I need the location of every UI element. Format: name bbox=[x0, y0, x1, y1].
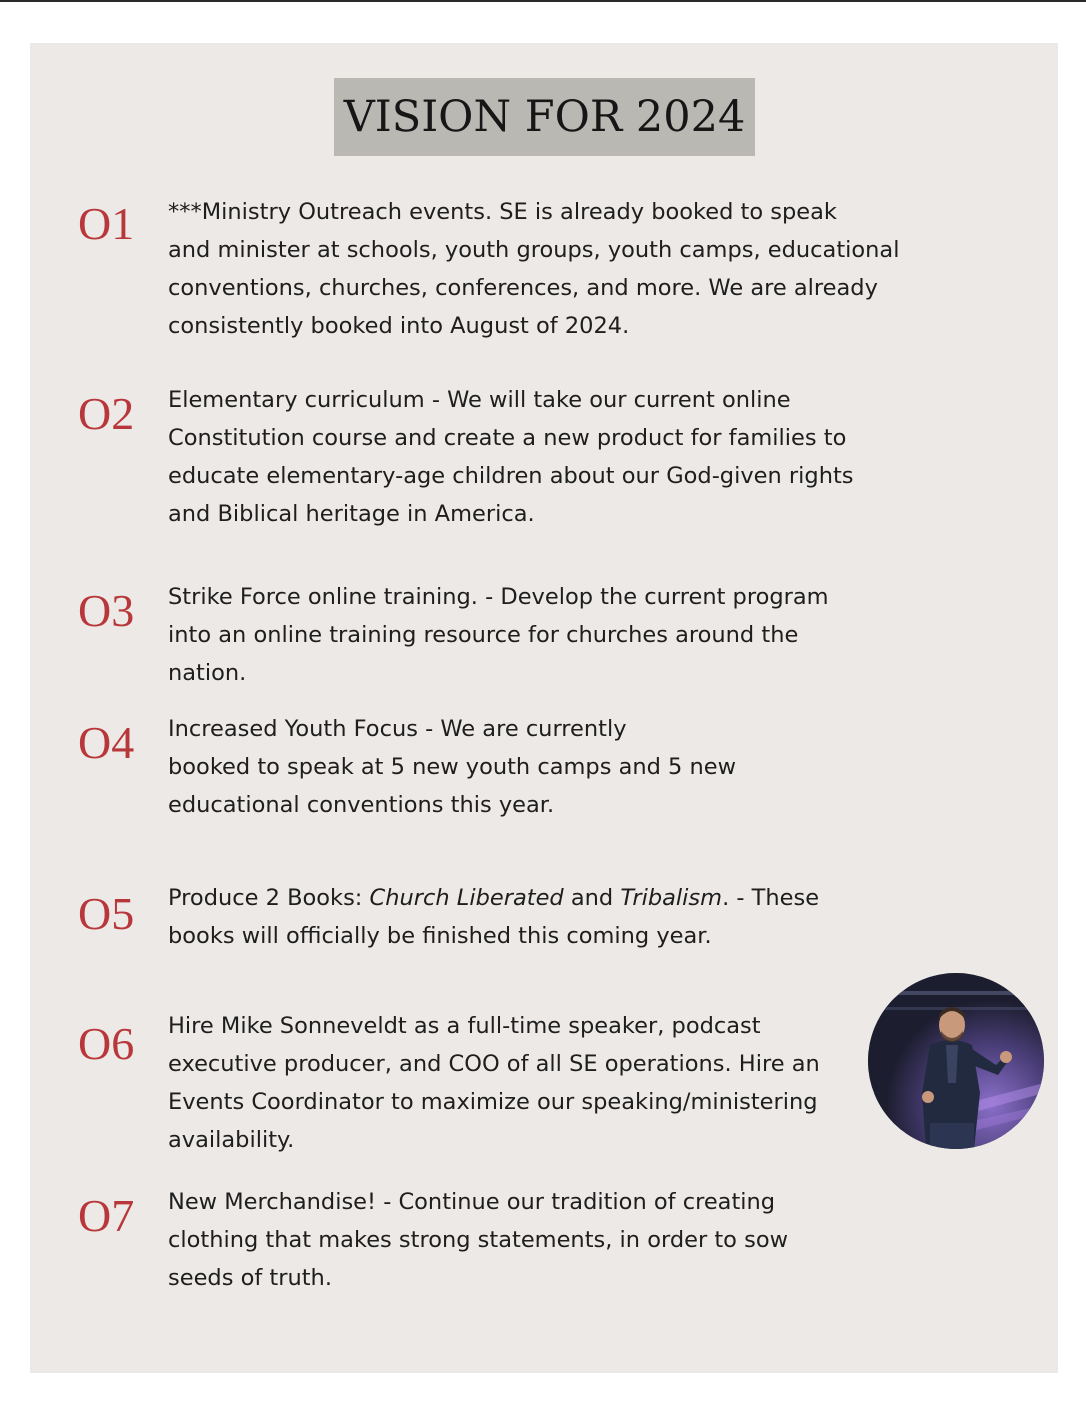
item-number: O2 bbox=[78, 388, 135, 439]
item-number: O7 bbox=[78, 1190, 135, 1241]
item-text bbox=[168, 193, 928, 345]
item-line: and minister at schools, youth groups, youth camps, educational bbox=[168, 237, 900, 263]
item-text bbox=[168, 381, 928, 533]
item-text bbox=[168, 578, 928, 692]
speaker-photo-illustration bbox=[868, 973, 1044, 1149]
item-line: Strike Force online training. - Develop the current program bbox=[168, 584, 829, 610]
item-line: Increased Youth Focus - We are currently bbox=[168, 716, 627, 742]
item-text bbox=[168, 1007, 928, 1159]
vision-page bbox=[30, 43, 1058, 1373]
item-line: Events Coordinator to maximize our speaking/ministering bbox=[168, 1089, 818, 1115]
item-line: New Merchandise! - Continue our tradition of creating bbox=[168, 1189, 776, 1215]
speaker-photo bbox=[868, 973, 1044, 1149]
item-line-prefix: Produce 2 Books: bbox=[168, 885, 370, 911]
title-banner bbox=[334, 78, 755, 156]
item-line: Constitution course and create a new product for families to bbox=[168, 425, 847, 451]
item-line: and Biblical heritage in America. bbox=[168, 501, 535, 527]
item-line: availability. bbox=[168, 1127, 295, 1153]
page-title: VISION FOR 2024 bbox=[343, 92, 746, 142]
item-text bbox=[168, 710, 928, 824]
book-title-tribalism: Tribalism bbox=[620, 885, 723, 911]
book-title-church-liberated: Church Liberated bbox=[369, 885, 564, 911]
item-line: clothing that makes strong statements, in order to sow bbox=[168, 1227, 788, 1253]
item-text bbox=[168, 879, 928, 955]
item-line: Elementary curriculum - We will take our current online bbox=[168, 387, 791, 413]
item-line: into an online training resource for churches around the bbox=[168, 622, 799, 648]
item-line: consistently booked into August of 2024. bbox=[168, 313, 630, 339]
item-line: books will officially be finished this coming year. bbox=[168, 923, 712, 949]
item-line: educational conventions this year. bbox=[168, 792, 555, 818]
item-line: seeds of truth. bbox=[168, 1265, 332, 1291]
item-line: nation. bbox=[168, 660, 247, 686]
item-line bbox=[168, 879, 928, 917]
item-line: educate elementary-age children about our God-given rights bbox=[168, 463, 854, 489]
item-number: O1 bbox=[78, 198, 135, 249]
item-line: conventions, churches, conferences, and more. We are already bbox=[168, 275, 878, 301]
item-line-suffix: . - These bbox=[722, 885, 820, 911]
item-number: O6 bbox=[78, 1018, 135, 1069]
item-line: ***Ministry Outreach events. SE is already booked to speak bbox=[168, 199, 837, 225]
item-line-mid: and bbox=[563, 885, 621, 911]
item-number: O5 bbox=[78, 888, 135, 939]
item-line: Hire Mike Sonneveldt as a full-time speaker, podcast bbox=[168, 1013, 761, 1039]
item-text bbox=[168, 1183, 928, 1297]
item-line: executive producer, and COO of all SE operations. Hire an bbox=[168, 1051, 820, 1077]
item-number: O3 bbox=[78, 585, 135, 636]
top-border-rule bbox=[0, 0, 1086, 2]
item-number: O4 bbox=[78, 717, 135, 768]
item-line: booked to speak at 5 new youth camps and 5 new bbox=[168, 754, 737, 780]
